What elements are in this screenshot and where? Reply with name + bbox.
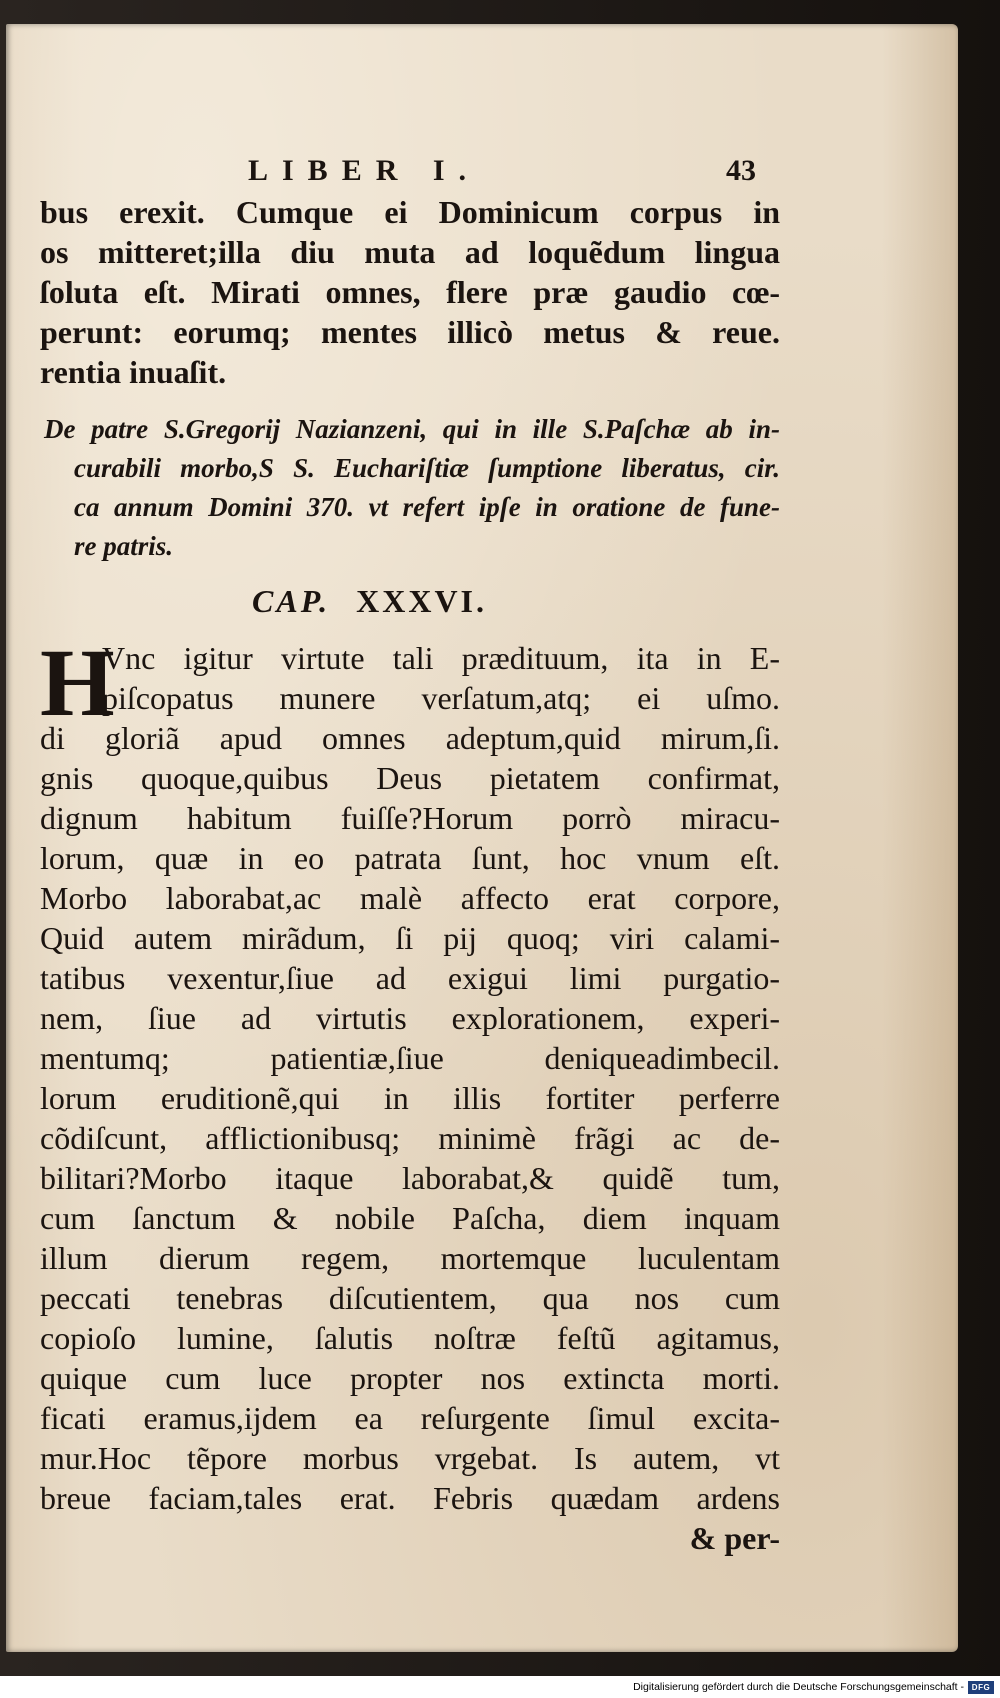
body-line: tatibus vexentur,ſiue ad exigui limi purgatio- (40, 960, 780, 996)
body-line: lorum eruditionẽ,qui in illis fortiter perferre (40, 1080, 780, 1116)
summary-line: ca annum Domini 370. vt refert ipſe in oratione de fune- (74, 492, 780, 522)
body-line: cõdiſcunt, afflictionibusq; minimè frãgi ac de- (40, 1120, 780, 1156)
catchword: & per- (689, 1520, 780, 1556)
drop-cap: H (40, 629, 115, 736)
body-line: nem, ſiue ad virtutis explorationem, experi- (40, 1000, 780, 1036)
chapter-summary (40, 410, 780, 566)
body-line: Vnc igitur virtute tali prædituum, ita in E- (102, 640, 780, 676)
body-line: ficati eramus,ijdem ea reſurgente ſimul excita- (40, 1400, 780, 1436)
text-line: ſoluta eſt. Mirati omnes, flere præ gaudio cœ- (40, 274, 780, 310)
page-text-block (40, 154, 780, 1558)
opening-paragraph (40, 192, 780, 392)
summary-line: re patris. (74, 531, 174, 561)
body-line: illum dierum regem, mortemque luculentam (40, 1240, 780, 1276)
body-line: piſcopatus munere verſatum,atq; ei uſmo. (102, 680, 780, 716)
summary-line: De patre S.Gregorij Nazianzeni, qui in ille S.Paſchæ ab in- (44, 414, 780, 444)
page-number: 43 (726, 154, 756, 187)
chapter-number: XXXVI. (356, 583, 487, 619)
body-line: dignum habitum fuiſſe?Horum porrò miracu- (40, 800, 780, 836)
body-line: mur.Hoc tẽpore morbus vrgebat. Is autem, vt (40, 1440, 780, 1476)
digitization-credit-bar (0, 1676, 1000, 1698)
summary-line: curabili morbo,S S. Euchariſtiæ ſumptione liberatus, cir. (74, 453, 780, 483)
body-line: Quid autem mirãdum, ſi pij quoq; viri calami- (40, 920, 780, 956)
chapter-body (40, 629, 780, 1558)
chapter-label: CAP. (252, 583, 331, 619)
body-line: copioſo lumine, ſalutis noſtræ feſtũ agitamus, (40, 1320, 780, 1356)
text-line: perunt: eorumq; mentes illicò metus & reue. (40, 314, 780, 350)
body-line: bilitari?Morbo itaque laborabat,& quidẽ tum, (40, 1160, 780, 1196)
body-line: lorum, quæ in eo patrata ſunt, hoc vnum eſt. (40, 840, 780, 876)
body-line: Morbo laborabat,ac malè affecto erat corpore, (40, 880, 780, 916)
body-line: gnis quoque,quibus Deus pietatem confirmat, (40, 760, 780, 796)
body-line: quique cum luce propter nos extincta morti. (40, 1360, 780, 1396)
credit-text: Digitalisierung gefördert durch die Deutsche Forschungsgemeinschaft - (633, 1681, 964, 1694)
chapter-heading (40, 576, 780, 626)
body-line: breue faciam,tales erat. Febris quædam ardens (40, 1480, 780, 1516)
page-header (40, 154, 780, 192)
book-page (6, 24, 958, 1652)
body-line: mentumq; patientiæ,ſiue deniqueadimbecil. (40, 1040, 780, 1076)
text-line: os mitteret;illa diu muta ad loquẽdum lingua (40, 234, 780, 270)
body-line: di gloriã apud omnes adeptum,quid mirum,ſi. (40, 720, 780, 756)
running-title: LIBER I. (248, 154, 481, 187)
text-line: bus erexit. Cumque ei Dominicum corpus in (40, 194, 780, 230)
body-line: peccati tenebras diſcutientem, qua nos cum (40, 1280, 780, 1316)
text-line: rentia inuaſit. (40, 354, 227, 390)
dfg-logo-icon: DFG (968, 1681, 994, 1694)
body-line: cum ſanctum & nobile Paſcha, diem inquam (40, 1200, 780, 1236)
